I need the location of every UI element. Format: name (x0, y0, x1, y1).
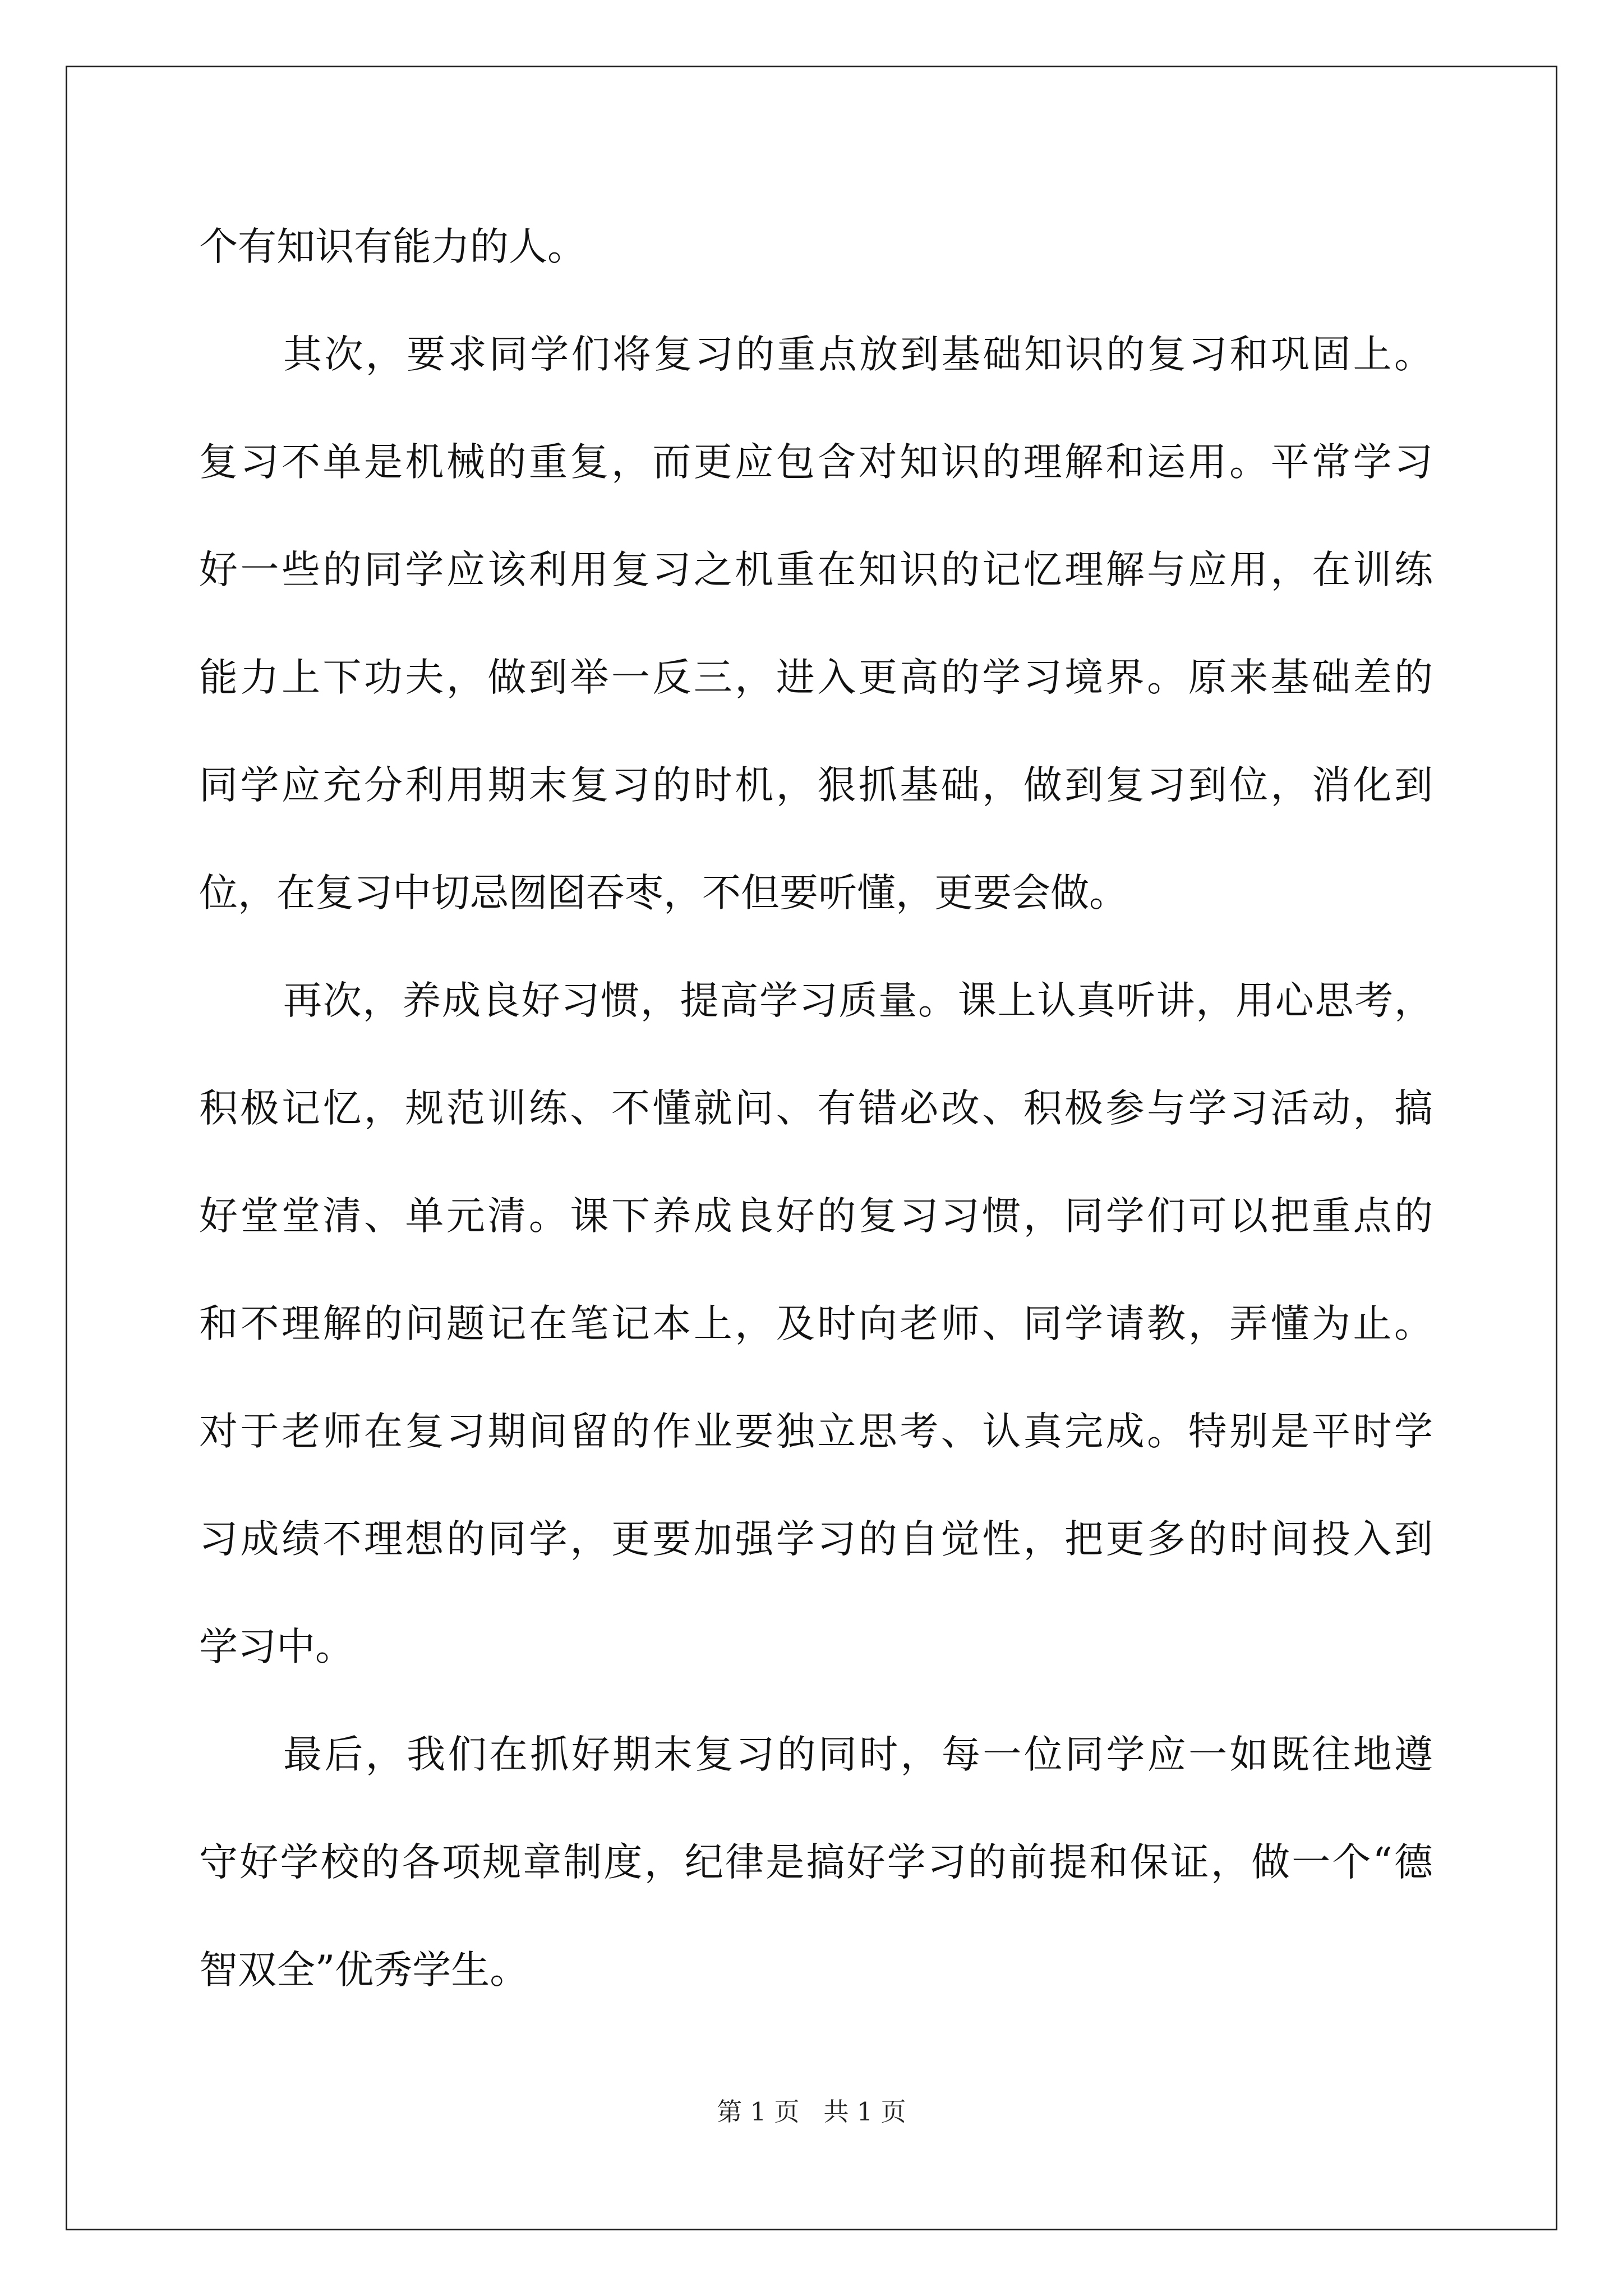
paragraph-line: 复习不单是机械的重复，而更应包含对知识的理解和运用。平常学习 (199, 440, 1433, 485)
paragraph-line: 守好学校的各项规章制度，纪律是搞好学习的前提和保证，做一个“德 (199, 1840, 1433, 1885)
paragraph-line: 积极记忆，规范训练、不懂就问、有错必改、积极参与学习活动，搞 (199, 1086, 1433, 1131)
page-number-footer: 第 1 页 共 1 页 (717, 2097, 906, 2127)
paragraph-line: 再次，养成良好习惯，提高学习质量。课上认真听讲，用心思考， (283, 978, 1433, 1023)
paragraph-line: 智双全”优秀学生。 (199, 1948, 529, 1993)
paragraph-line: 能力上下功夫，做到举一反三，进入更高的学习境界。原来基础差的 (199, 655, 1433, 700)
paragraph-line: 同学应充分利用期末复习的时机，狠抓基础，做到复习到位，消化到 (199, 763, 1433, 808)
document-body (199, 213, 1433, 2044)
paragraph-line: 位，在复习中切忌囫囵吞枣，不但要听懂，更要会做。 (199, 871, 1128, 915)
paragraph-line: 习成绩不理想的同学，更要加强学习的自觉性，把更多的时间投入到 (199, 1517, 1433, 1562)
paragraph-line: 其次，要求同学们将复习的重点放到基础知识的复习和巩固上。 (283, 332, 1433, 377)
paragraph-line: 个有知识有能力的人。 (199, 224, 586, 269)
paragraph-line: 和不理解的问题记在笔记本上，及时向老师、同学请教，弄懂为止。 (199, 1301, 1433, 1346)
paragraph-line: 学习中。 (199, 1625, 354, 1669)
paragraph-line: 最后，我们在抓好期末复习的同时，每一位同学应一如既往地遵 (283, 1732, 1433, 1777)
paragraph-line: 好一些的同学应该利用复习之机重在知识的记忆理解与应用，在训练 (199, 547, 1433, 592)
paragraph-line: 好堂堂清、单元清。课下养成良好的复习习惯，同学们可以把重点的 (199, 1194, 1433, 1239)
paragraph-line: 对于老师在复习期间留的作业要独立思考、认真完成。特别是平时学 (199, 1409, 1433, 1454)
